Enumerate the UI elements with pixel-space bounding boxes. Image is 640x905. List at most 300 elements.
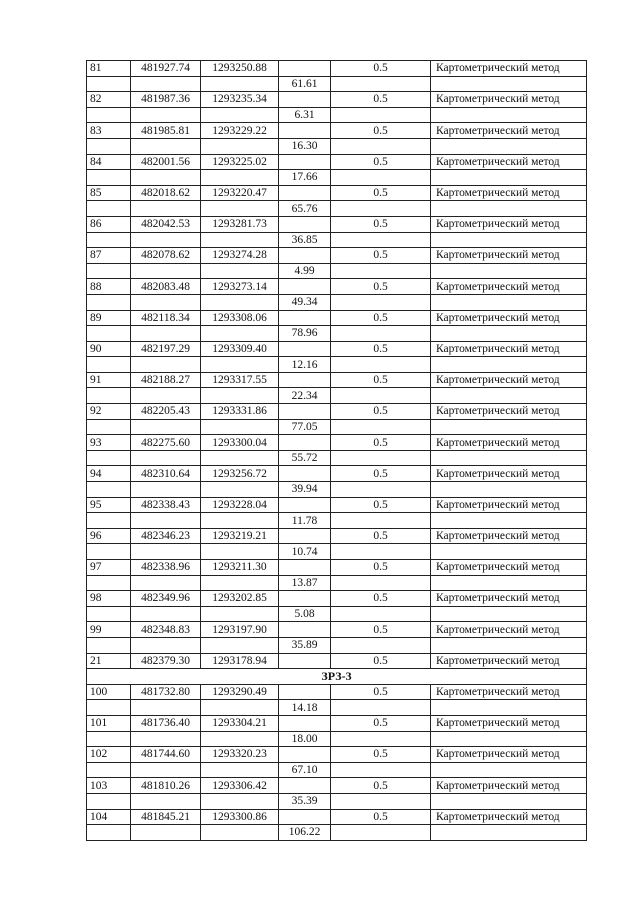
accuracy: 0.5	[331, 279, 431, 295]
point-row	[87, 622, 587, 638]
method: Картометрический метод	[431, 341, 587, 357]
coord-x-empty	[131, 232, 201, 248]
point-number-empty	[87, 201, 131, 217]
distance-row	[87, 575, 587, 591]
point-number-empty	[87, 170, 131, 186]
distance: 61.61	[279, 76, 331, 92]
distance-empty	[279, 372, 331, 388]
coord-y: 1293306.42	[201, 778, 279, 794]
distance-empty	[279, 591, 331, 607]
point-number: 84	[87, 154, 131, 170]
point-row	[87, 715, 587, 731]
point-row	[87, 497, 587, 513]
method-empty	[431, 731, 587, 747]
coord-y-empty	[201, 107, 279, 123]
coord-y: 1293228.04	[201, 497, 279, 513]
distance-empty	[279, 185, 331, 201]
point-number: 82	[87, 92, 131, 108]
accuracy: 0.5	[331, 684, 431, 700]
coord-y-empty	[201, 388, 279, 404]
point-row	[87, 248, 587, 264]
distance: 10.74	[279, 544, 331, 560]
coord-y: 1293331.86	[201, 404, 279, 420]
distance: 77.05	[279, 419, 331, 435]
coord-x: 482197.29	[131, 341, 201, 357]
method-empty	[431, 513, 587, 529]
method: Картометрический метод	[431, 372, 587, 388]
point-number: 100	[87, 684, 131, 700]
distance-row	[87, 544, 587, 560]
point-number-empty	[87, 138, 131, 154]
coord-x-empty	[131, 513, 201, 529]
point-row	[87, 123, 587, 139]
coord-y: 1293281.73	[201, 216, 279, 232]
accuracy-empty	[331, 326, 431, 342]
distance-row	[87, 263, 587, 279]
coord-x-empty	[131, 637, 201, 653]
distance-empty	[279, 279, 331, 295]
accuracy-empty	[331, 357, 431, 373]
coord-x: 481736.40	[131, 715, 201, 731]
distance-row	[87, 170, 587, 186]
point-row	[87, 404, 587, 420]
point-number-empty	[87, 793, 131, 809]
method-empty	[431, 170, 587, 186]
distance: 16.30	[279, 138, 331, 154]
coord-x: 481732.80	[131, 684, 201, 700]
coord-x: 482018.62	[131, 185, 201, 201]
accuracy: 0.5	[331, 185, 431, 201]
point-number-empty	[87, 76, 131, 92]
accuracy: 0.5	[331, 372, 431, 388]
accuracy-empty	[331, 575, 431, 591]
distance: 12.16	[279, 357, 331, 373]
coord-y-empty	[201, 793, 279, 809]
method-empty	[431, 544, 587, 560]
coord-y-empty	[201, 450, 279, 466]
coord-y-empty	[201, 513, 279, 529]
method-empty	[431, 793, 587, 809]
accuracy: 0.5	[331, 154, 431, 170]
distance: 49.34	[279, 294, 331, 310]
point-number-empty	[87, 388, 131, 404]
distance-row	[87, 482, 587, 498]
coord-x: 482042.53	[131, 216, 201, 232]
coord-y: 1293317.55	[201, 372, 279, 388]
coord-y: 1293308.06	[201, 310, 279, 326]
distance-empty	[279, 560, 331, 576]
point-number: 95	[87, 497, 131, 513]
coord-y-empty	[201, 700, 279, 716]
accuracy: 0.5	[331, 341, 431, 357]
accuracy-empty	[331, 107, 431, 123]
point-number-empty	[87, 232, 131, 248]
point-number: 103	[87, 778, 131, 794]
accuracy-empty	[331, 482, 431, 498]
method: Картометрический метод	[431, 154, 587, 170]
distance-row	[87, 731, 587, 747]
coord-x: 481987.36	[131, 92, 201, 108]
point-row	[87, 435, 587, 451]
point-row	[87, 684, 587, 700]
coord-x: 482379.30	[131, 653, 201, 669]
coord-x-empty	[131, 825, 201, 841]
point-number-empty	[87, 731, 131, 747]
accuracy-empty	[331, 450, 431, 466]
distance-row	[87, 232, 587, 248]
accuracy-empty	[331, 700, 431, 716]
accuracy: 0.5	[331, 715, 431, 731]
coord-x: 482118.34	[131, 310, 201, 326]
coord-y-empty	[201, 232, 279, 248]
distance-row	[87, 294, 587, 310]
distance-row	[87, 326, 587, 342]
point-number-empty	[87, 450, 131, 466]
accuracy: 0.5	[331, 778, 431, 794]
accuracy: 0.5	[331, 310, 431, 326]
method-empty	[431, 825, 587, 841]
point-number-empty	[87, 637, 131, 653]
point-row	[87, 591, 587, 607]
method-empty	[431, 263, 587, 279]
point-number: 81	[87, 61, 131, 77]
distance-empty	[279, 497, 331, 513]
coord-x: 482205.43	[131, 404, 201, 420]
distance-empty	[279, 123, 331, 139]
method: Картометрический метод	[431, 560, 587, 576]
point-number: 88	[87, 279, 131, 295]
method: Картометрический метод	[431, 591, 587, 607]
coord-x-empty	[131, 326, 201, 342]
coord-y: 1293300.86	[201, 809, 279, 825]
distance-empty	[279, 684, 331, 700]
distance: 55.72	[279, 450, 331, 466]
distance: 4.99	[279, 263, 331, 279]
method: Картометрический метод	[431, 466, 587, 482]
accuracy: 0.5	[331, 560, 431, 576]
method-empty	[431, 201, 587, 217]
distance-empty	[279, 622, 331, 638]
accuracy-empty	[331, 606, 431, 622]
distance: 67.10	[279, 762, 331, 778]
coord-y: 1293309.40	[201, 341, 279, 357]
coord-y: 1293290.49	[201, 684, 279, 700]
coord-x-empty	[131, 793, 201, 809]
distance-empty	[279, 310, 331, 326]
distance: 65.76	[279, 201, 331, 217]
accuracy: 0.5	[331, 435, 431, 451]
point-number-empty	[87, 825, 131, 841]
method: Картометрический метод	[431, 279, 587, 295]
distance-row	[87, 793, 587, 809]
coord-y: 1293250.88	[201, 61, 279, 77]
distance-empty	[279, 747, 331, 763]
distance-empty	[279, 92, 331, 108]
coord-y: 1293178.94	[201, 653, 279, 669]
point-number-empty	[87, 482, 131, 498]
coord-x: 481810.26	[131, 778, 201, 794]
method-empty	[431, 450, 587, 466]
point-number-empty	[87, 762, 131, 778]
distance-empty	[279, 435, 331, 451]
coord-x-empty	[131, 263, 201, 279]
distance: 36.85	[279, 232, 331, 248]
accuracy: 0.5	[331, 404, 431, 420]
coord-y: 1293219.21	[201, 528, 279, 544]
coord-y: 1293320.23	[201, 747, 279, 763]
point-row	[87, 341, 587, 357]
coord-y-empty	[201, 606, 279, 622]
coord-y: 1293197.90	[201, 622, 279, 638]
coord-y: 1293229.22	[201, 123, 279, 139]
point-row	[87, 92, 587, 108]
accuracy: 0.5	[331, 528, 431, 544]
accuracy-empty	[331, 170, 431, 186]
point-number-empty	[87, 544, 131, 560]
coord-x: 481744.60	[131, 747, 201, 763]
method: Картометрический метод	[431, 248, 587, 264]
coord-y-empty	[201, 825, 279, 841]
accuracy-empty	[331, 419, 431, 435]
distance-empty	[279, 154, 331, 170]
method: Картометрический метод	[431, 185, 587, 201]
distance-row	[87, 388, 587, 404]
accuracy-empty	[331, 513, 431, 529]
coord-y-empty	[201, 419, 279, 435]
method-empty	[431, 357, 587, 373]
method: Картометрический метод	[431, 310, 587, 326]
distance-empty	[279, 653, 331, 669]
accuracy: 0.5	[331, 61, 431, 77]
accuracy-empty	[331, 263, 431, 279]
point-row	[87, 154, 587, 170]
coord-x-empty	[131, 700, 201, 716]
coord-x-empty	[131, 450, 201, 466]
coord-y: 1293220.47	[201, 185, 279, 201]
coord-x-empty	[131, 170, 201, 186]
coord-x: 482083.48	[131, 279, 201, 295]
coord-x-empty	[131, 107, 201, 123]
point-number-empty	[87, 294, 131, 310]
coord-x-empty	[131, 762, 201, 778]
coord-x-empty	[131, 544, 201, 560]
coord-y: 1293235.34	[201, 92, 279, 108]
distance-empty	[279, 341, 331, 357]
point-row	[87, 185, 587, 201]
coord-y-empty	[201, 138, 279, 154]
distance-row	[87, 513, 587, 529]
coord-x-empty	[131, 201, 201, 217]
method: Картометрический метод	[431, 747, 587, 763]
point-number-empty	[87, 700, 131, 716]
distance-empty	[279, 778, 331, 794]
method: Картометрический метод	[431, 622, 587, 638]
accuracy-empty	[331, 294, 431, 310]
coord-x: 481845.21	[131, 809, 201, 825]
point-row	[87, 466, 587, 482]
method-empty	[431, 575, 587, 591]
point-number: 96	[87, 528, 131, 544]
distance-row	[87, 825, 587, 841]
coord-y-empty	[201, 544, 279, 560]
method: Картометрический метод	[431, 123, 587, 139]
point-number-empty	[87, 419, 131, 435]
accuracy: 0.5	[331, 653, 431, 669]
coord-y-empty	[201, 170, 279, 186]
point-row	[87, 279, 587, 295]
coord-x-empty	[131, 482, 201, 498]
distance-row	[87, 357, 587, 373]
method: Картометрический метод	[431, 653, 587, 669]
coord-x: 481927.74	[131, 61, 201, 77]
coord-y-empty	[201, 294, 279, 310]
accuracy: 0.5	[331, 497, 431, 513]
coord-x-empty	[131, 76, 201, 92]
coord-y-empty	[201, 263, 279, 279]
accuracy-empty	[331, 825, 431, 841]
coord-y: 1293300.04	[201, 435, 279, 451]
point-number: 21	[87, 653, 131, 669]
point-number-empty	[87, 575, 131, 591]
distance-row	[87, 138, 587, 154]
coord-x: 482275.60	[131, 435, 201, 451]
point-number: 83	[87, 123, 131, 139]
coordinates-table-body	[87, 61, 587, 841]
method: Картометрический метод	[431, 216, 587, 232]
distance-row	[87, 201, 587, 217]
coord-y: 1293304.21	[201, 715, 279, 731]
method-empty	[431, 107, 587, 123]
method-empty	[431, 762, 587, 778]
point-row	[87, 310, 587, 326]
point-number: 104	[87, 809, 131, 825]
distance: 14.18	[279, 700, 331, 716]
point-number: 89	[87, 310, 131, 326]
coord-x: 482188.27	[131, 372, 201, 388]
distance: 35.89	[279, 637, 331, 653]
point-row	[87, 528, 587, 544]
accuracy-empty	[331, 138, 431, 154]
method-empty	[431, 294, 587, 310]
point-number: 101	[87, 715, 131, 731]
distance: 35.39	[279, 793, 331, 809]
distance-empty	[279, 809, 331, 825]
coord-x-empty	[131, 575, 201, 591]
method-empty	[431, 76, 587, 92]
distance: 106.22	[279, 825, 331, 841]
coord-x: 482310.64	[131, 466, 201, 482]
coord-y: 1293202.85	[201, 591, 279, 607]
coord-y: 1293274.28	[201, 248, 279, 264]
accuracy: 0.5	[331, 123, 431, 139]
accuracy: 0.5	[331, 248, 431, 264]
coord-x: 482346.23	[131, 528, 201, 544]
method: Картометрический метод	[431, 435, 587, 451]
coord-y-empty	[201, 76, 279, 92]
coord-x: 482349.96	[131, 591, 201, 607]
distance-row	[87, 637, 587, 653]
coord-x: 482078.62	[131, 248, 201, 264]
method: Картометрический метод	[431, 715, 587, 731]
coord-y-empty	[201, 762, 279, 778]
accuracy-empty	[331, 637, 431, 653]
method: Картометрический метод	[431, 92, 587, 108]
point-number: 91	[87, 372, 131, 388]
coord-x: 482348.83	[131, 622, 201, 638]
accuracy-empty	[331, 76, 431, 92]
accuracy: 0.5	[331, 466, 431, 482]
coord-y-empty	[201, 326, 279, 342]
coord-y-empty	[201, 575, 279, 591]
point-number-empty	[87, 606, 131, 622]
distance: 18.00	[279, 731, 331, 747]
coord-y-empty	[201, 731, 279, 747]
distance-empty	[279, 61, 331, 77]
distance-row	[87, 606, 587, 622]
method: Картометрический метод	[431, 61, 587, 77]
point-row	[87, 216, 587, 232]
coord-x-empty	[131, 731, 201, 747]
distance-row	[87, 450, 587, 466]
distance: 78.96	[279, 326, 331, 342]
point-number-empty	[87, 107, 131, 123]
point-number-empty	[87, 513, 131, 529]
coordinates-table	[86, 60, 587, 841]
coord-y: 1293225.02	[201, 154, 279, 170]
distance: 13.87	[279, 575, 331, 591]
method: Картометрический метод	[431, 528, 587, 544]
point-number: 90	[87, 341, 131, 357]
point-number: 94	[87, 466, 131, 482]
coord-x-empty	[131, 606, 201, 622]
point-number: 102	[87, 747, 131, 763]
method: Картометрический метод	[431, 497, 587, 513]
coord-x-empty	[131, 388, 201, 404]
accuracy: 0.5	[331, 92, 431, 108]
coord-y-empty	[201, 482, 279, 498]
distance-row	[87, 419, 587, 435]
point-number-empty	[87, 326, 131, 342]
distance-empty	[279, 528, 331, 544]
method: Картометрический метод	[431, 404, 587, 420]
accuracy: 0.5	[331, 747, 431, 763]
coord-x-empty	[131, 357, 201, 373]
point-row	[87, 653, 587, 669]
point-number: 98	[87, 591, 131, 607]
method-empty	[431, 700, 587, 716]
method-empty	[431, 138, 587, 154]
method-empty	[431, 419, 587, 435]
accuracy-empty	[331, 793, 431, 809]
coord-x: 482338.43	[131, 497, 201, 513]
point-row	[87, 372, 587, 388]
method-empty	[431, 606, 587, 622]
section-header-row	[87, 669, 587, 685]
distance-row	[87, 107, 587, 123]
accuracy-empty	[331, 731, 431, 747]
coord-x: 481985.81	[131, 123, 201, 139]
coord-x: 482338.96	[131, 560, 201, 576]
coord-y: 1293273.14	[201, 279, 279, 295]
method-empty	[431, 388, 587, 404]
coord-x-empty	[131, 138, 201, 154]
distance-empty	[279, 466, 331, 482]
distance: 6.31	[279, 107, 331, 123]
point-number: 85	[87, 185, 131, 201]
accuracy-empty	[331, 201, 431, 217]
coord-x: 482001.56	[131, 154, 201, 170]
distance-empty	[279, 216, 331, 232]
